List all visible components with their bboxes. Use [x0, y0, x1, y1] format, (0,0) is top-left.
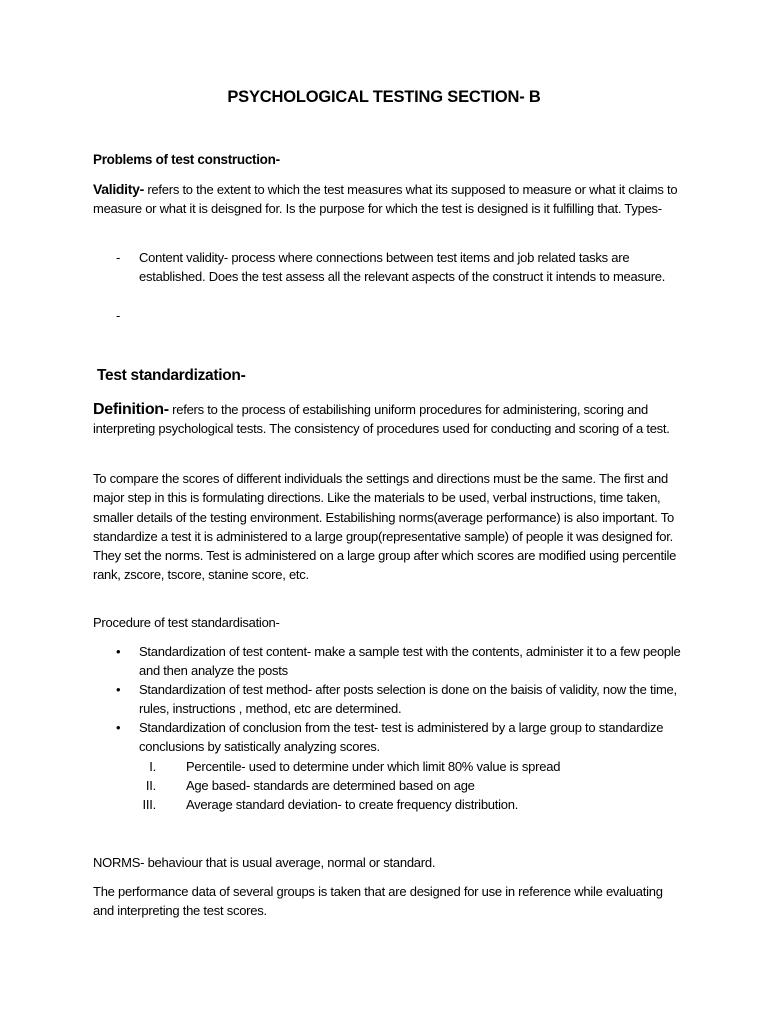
list-item-text: Average standard deviation- to create frequency distribution.: [186, 797, 519, 812]
list-item-text: Age based- standards are determined based on age: [186, 778, 475, 793]
definition-paragraph: [93, 400, 683, 439]
problems-heading: Problems of test construction-: [93, 152, 280, 167]
definition-text: refers to the process of estabilishing uniform procedures for administering, scoring and interpreting psychological tests. The consistency of procedures used for conducting and scoring of a test.: [93, 402, 670, 437]
dash-marker: -: [116, 308, 121, 323]
dash-marker: -: [116, 250, 121, 265]
list-item-text: Percentile- used to determine under which limit 80% value is spread: [186, 759, 561, 774]
validity-text: refers to the extent to which the test measures what its supposed to measure or what it claims to measure or what it is deisgned for. Is the purpose for which the test is designed is it fulfilling that. Types-: [93, 182, 678, 217]
performance-paragraph: The performance data of several groups is taken that are designed for use in reference while evaluating and interpreting the test scores.: [93, 884, 663, 919]
list-item-text: Standardization of conclusion from the test- test is administered by a large group to standardize conclusions by satistically analyzing scores.: [139, 720, 664, 755]
bullet-marker: •: [116, 644, 121, 659]
roman-marker: III.: [142, 797, 156, 812]
validity-paragraph: [93, 180, 683, 219]
list-item-text: Standardization of test method- after posts selection is done on the baisis of validity, now the time, rules, instructions , method, etc are determined.: [139, 682, 677, 717]
procedure-heading: Procedure of test standardisation-: [93, 615, 280, 630]
roman-marker: II.: [145, 778, 156, 793]
validity-lead: Validity-: [93, 181, 144, 197]
document-title: PSYCHOLOGICAL TESTING SECTION- B: [227, 88, 541, 106]
roman-marker: I.: [149, 759, 156, 774]
bullet-marker: •: [116, 682, 121, 697]
bullet-marker: •: [116, 720, 121, 735]
list-item-text: Content validity- process where connections between test items and job related tasks are established. Does the test assess all the relevant aspects of the construct it intends to measure.: [139, 250, 666, 285]
definition-lead: Definition-: [93, 401, 169, 418]
list-item-text: Standardization of test content- make a sample test with the contents, administer it to a few people and then analyze the posts: [139, 644, 681, 679]
norms-paragraph: NORMS- behaviour that is usual average, normal or standard.: [93, 855, 436, 870]
standardization-heading: Test standardization-: [97, 367, 246, 384]
compare-paragraph: To compare the scores of different individuals the settings and directions must be the same. The first and major step in this is formulating directions. Like the materials to be used, verbal instructions, time taken, smaller details of the testing environment. Estabilishing norms(average performance) is also important. To standardize a test it is administered to a large group(representative sample) of people it was designed for. They set the norms. Test is administered on a large group after which scores are modified using percentile rank, zscore, tscore, stanine score, etc.: [93, 471, 677, 583]
